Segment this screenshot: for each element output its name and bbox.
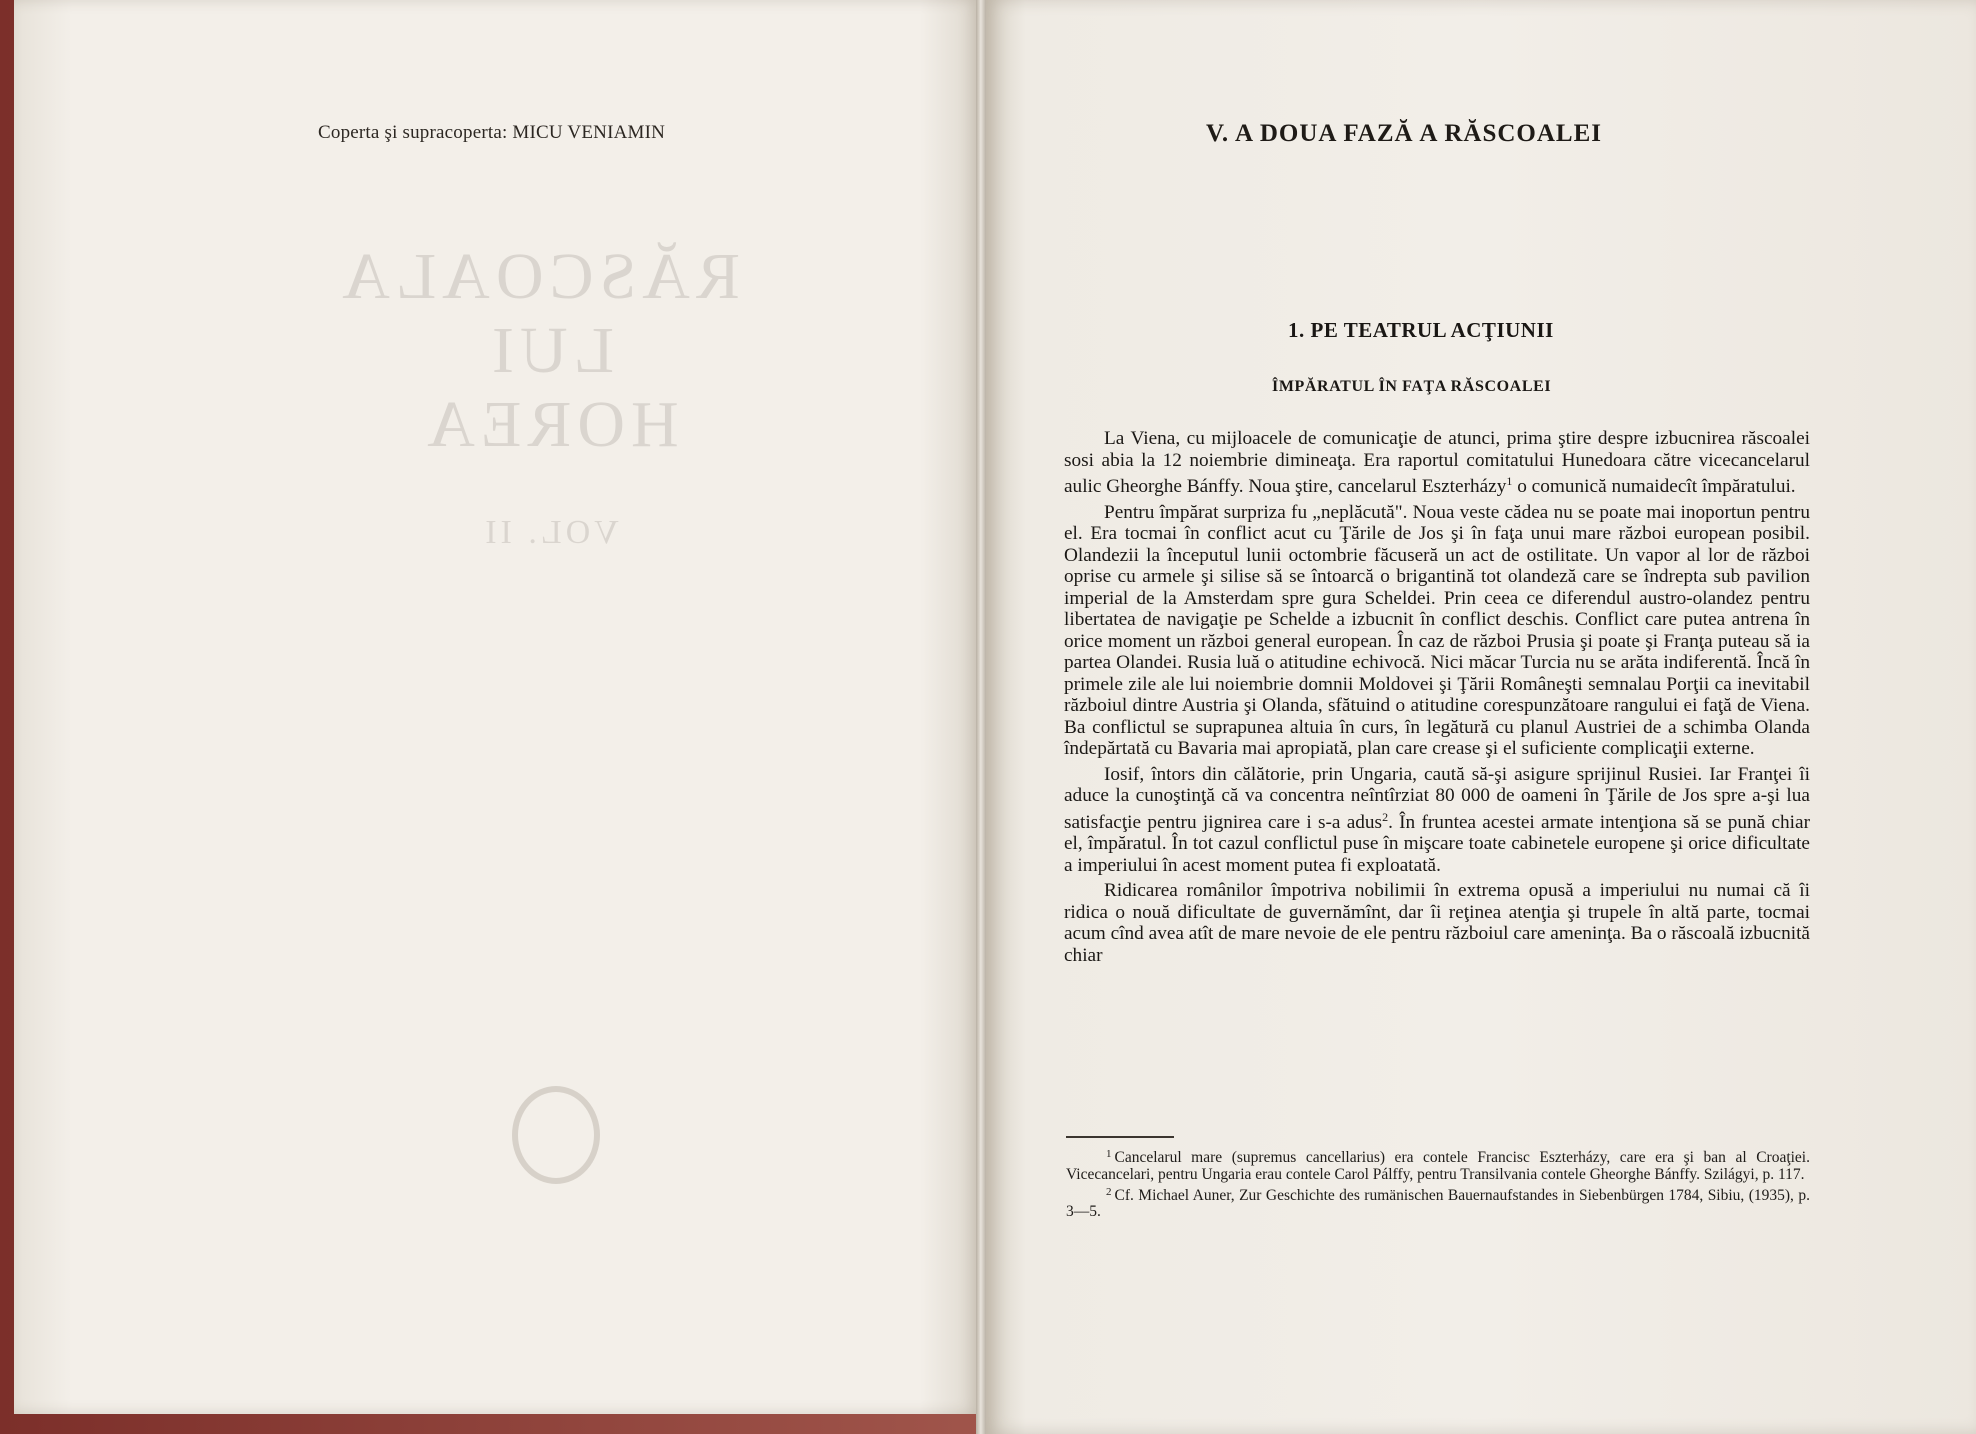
subsection-title: ÎMPĂRATUL ÎN FAŢA RĂSCOALEI: [1272, 378, 1552, 395]
footnote: [1066, 1184, 1810, 1222]
paragraph-text: o comunică numaidecît împăratului.: [1512, 476, 1796, 497]
ghost-title-line: LUI: [486, 314, 614, 387]
ghost-volume: VOL. II: [481, 514, 619, 551]
footnote: [1066, 1146, 1810, 1184]
paragraph: [1064, 764, 1810, 877]
chapter-title: V. A DOUA FAZĂ A RĂSCOALEI: [1206, 120, 1602, 147]
left-page: [14, 0, 978, 1414]
paragraph: [1064, 428, 1810, 498]
paragraph: [1064, 502, 1810, 760]
footnote-ref: 2: [1382, 809, 1389, 824]
cover-credit: Coperta şi supracoperta: MICU VENIAMIN: [318, 122, 666, 143]
paragraph-text: La Viena, cu mijloacele de comunicaţie de atunci, prima ştire despre izbucnirea răscoalei sosi abia la 12 noiembrie dimineaţa. Era raportul comitatului Hunedoara către vicecancelarul aulic Gheorghe Bánffy. Noua ştire, cancelarul Eszterházy: [1064, 428, 1810, 497]
ghost-title-line: RĂSCOALA: [336, 240, 740, 313]
footnotes: [1066, 1146, 1810, 1221]
ghost-title-line: HOREA: [421, 388, 679, 461]
body-text: [1064, 428, 1810, 970]
footnote-number: 2: [1106, 1185, 1112, 1198]
paragraph: [1064, 880, 1810, 966]
paragraph-text: . În fruntea acestei armate intenţiona să se pună chiar el, împăratul. În tot cazul conflictul puse în mişcare toate cabinetele europene şi orice dificultate a imperiului în acest moment putea fi exploatată.: [1064, 811, 1810, 876]
footnote-text: Cancelarul mare (supremus cancellarius) era contele Francisc Eszterházy, care era şi ban al Croaţiei. Vicecancelari, pentru Ungaria erau contele Carol Pálffy, pentru Transilvania contele Gheorghe Bánffy. Szilágyi, p. 117.: [1066, 1149, 1810, 1183]
paragraph-text: Pentru împărat surpriza fu „neplăcută". Noua veste cădea nu se poate mai inoportun pentru el. Era tocmai în conflict acut cu Ţările de Jos şi în faţa unui mare război european posibil. Olandezii la începutul lunii octombrie făcuseră un act de ostilitate. Un vapor al lor de război oprise cu armele şi silise să se întoarcă o brigantină tot olandeză care se îndrepta sub pavilion imperial de la Amsterdam spre gura Scheldei. Prin ceea ce diferendul austro-olandez pentru libertatea de navigaţie pe Schelde a izbucnit în conflict deschis. Conflict care putea antrena în orice moment un război general european. În caz de război Prusia şi poate şi Franţa puteau să ia partea Olandei. Rusia luă o atitudine echivocă. Nici măcar Turcia nu se arăta indiferentă. Încă în primele zile ale lui noiembrie domnii Moldovei şi Ţării Româneşti semnalau Porţii ca inevitabil războiul dintre Austria şi Olanda, sfătuind o atitudine corespunzătoare rangului ei faţă de Viena. Ba conflictul se suprapunea altuia în curs, în legătură cu planul Austriei de a schimba Olanda îndepărtată cu Bavaria mai apropiată, plan care crease şi el suficiente complicaţii externe.: [1064, 501, 1810, 759]
footnote-number: 1: [1106, 1148, 1112, 1160]
section-title: 1. PE TEATRUL ACŢIUNII: [1288, 318, 1554, 342]
show-through-title: [336, 240, 740, 640]
footnote-ref: 1: [1506, 474, 1513, 488]
paragraph-text: Ridicarea românilor împotriva nobilimii în extrema opusă a imperiului nu numai că îi ridica o nouă dificultate de guvernămînt, dar îi reţinea atenţia şi trupele în altă parte, tocmai acum cînd avea atît de mare nevoie de ele pentru războiul care ameninţa. Ba o răscoală izbucnită chiar: [1064, 880, 1810, 966]
footnote-text: Cf. Michael Auner, Zur Geschichte des rumänischen Bauernaufstandes in Siebenbürgen 1784, Sibiu, (1935), p. 3—5.: [1066, 1186, 1810, 1221]
publisher-logo-icon: [512, 1086, 600, 1184]
paragraph-text: Iosif, întors din călătorie, prin Ungaria, caută să-şi asigure sprijinul Rusiei. Iar Franţei îi aduce la cunoştinţă că va concentra neîntîrziat 80 000 de oameni în Ţările de Jos spre a-şi lua satisfacţie pentru jignirea care i s-a adus: [1064, 763, 1810, 833]
footnote-divider: [1066, 1136, 1174, 1138]
